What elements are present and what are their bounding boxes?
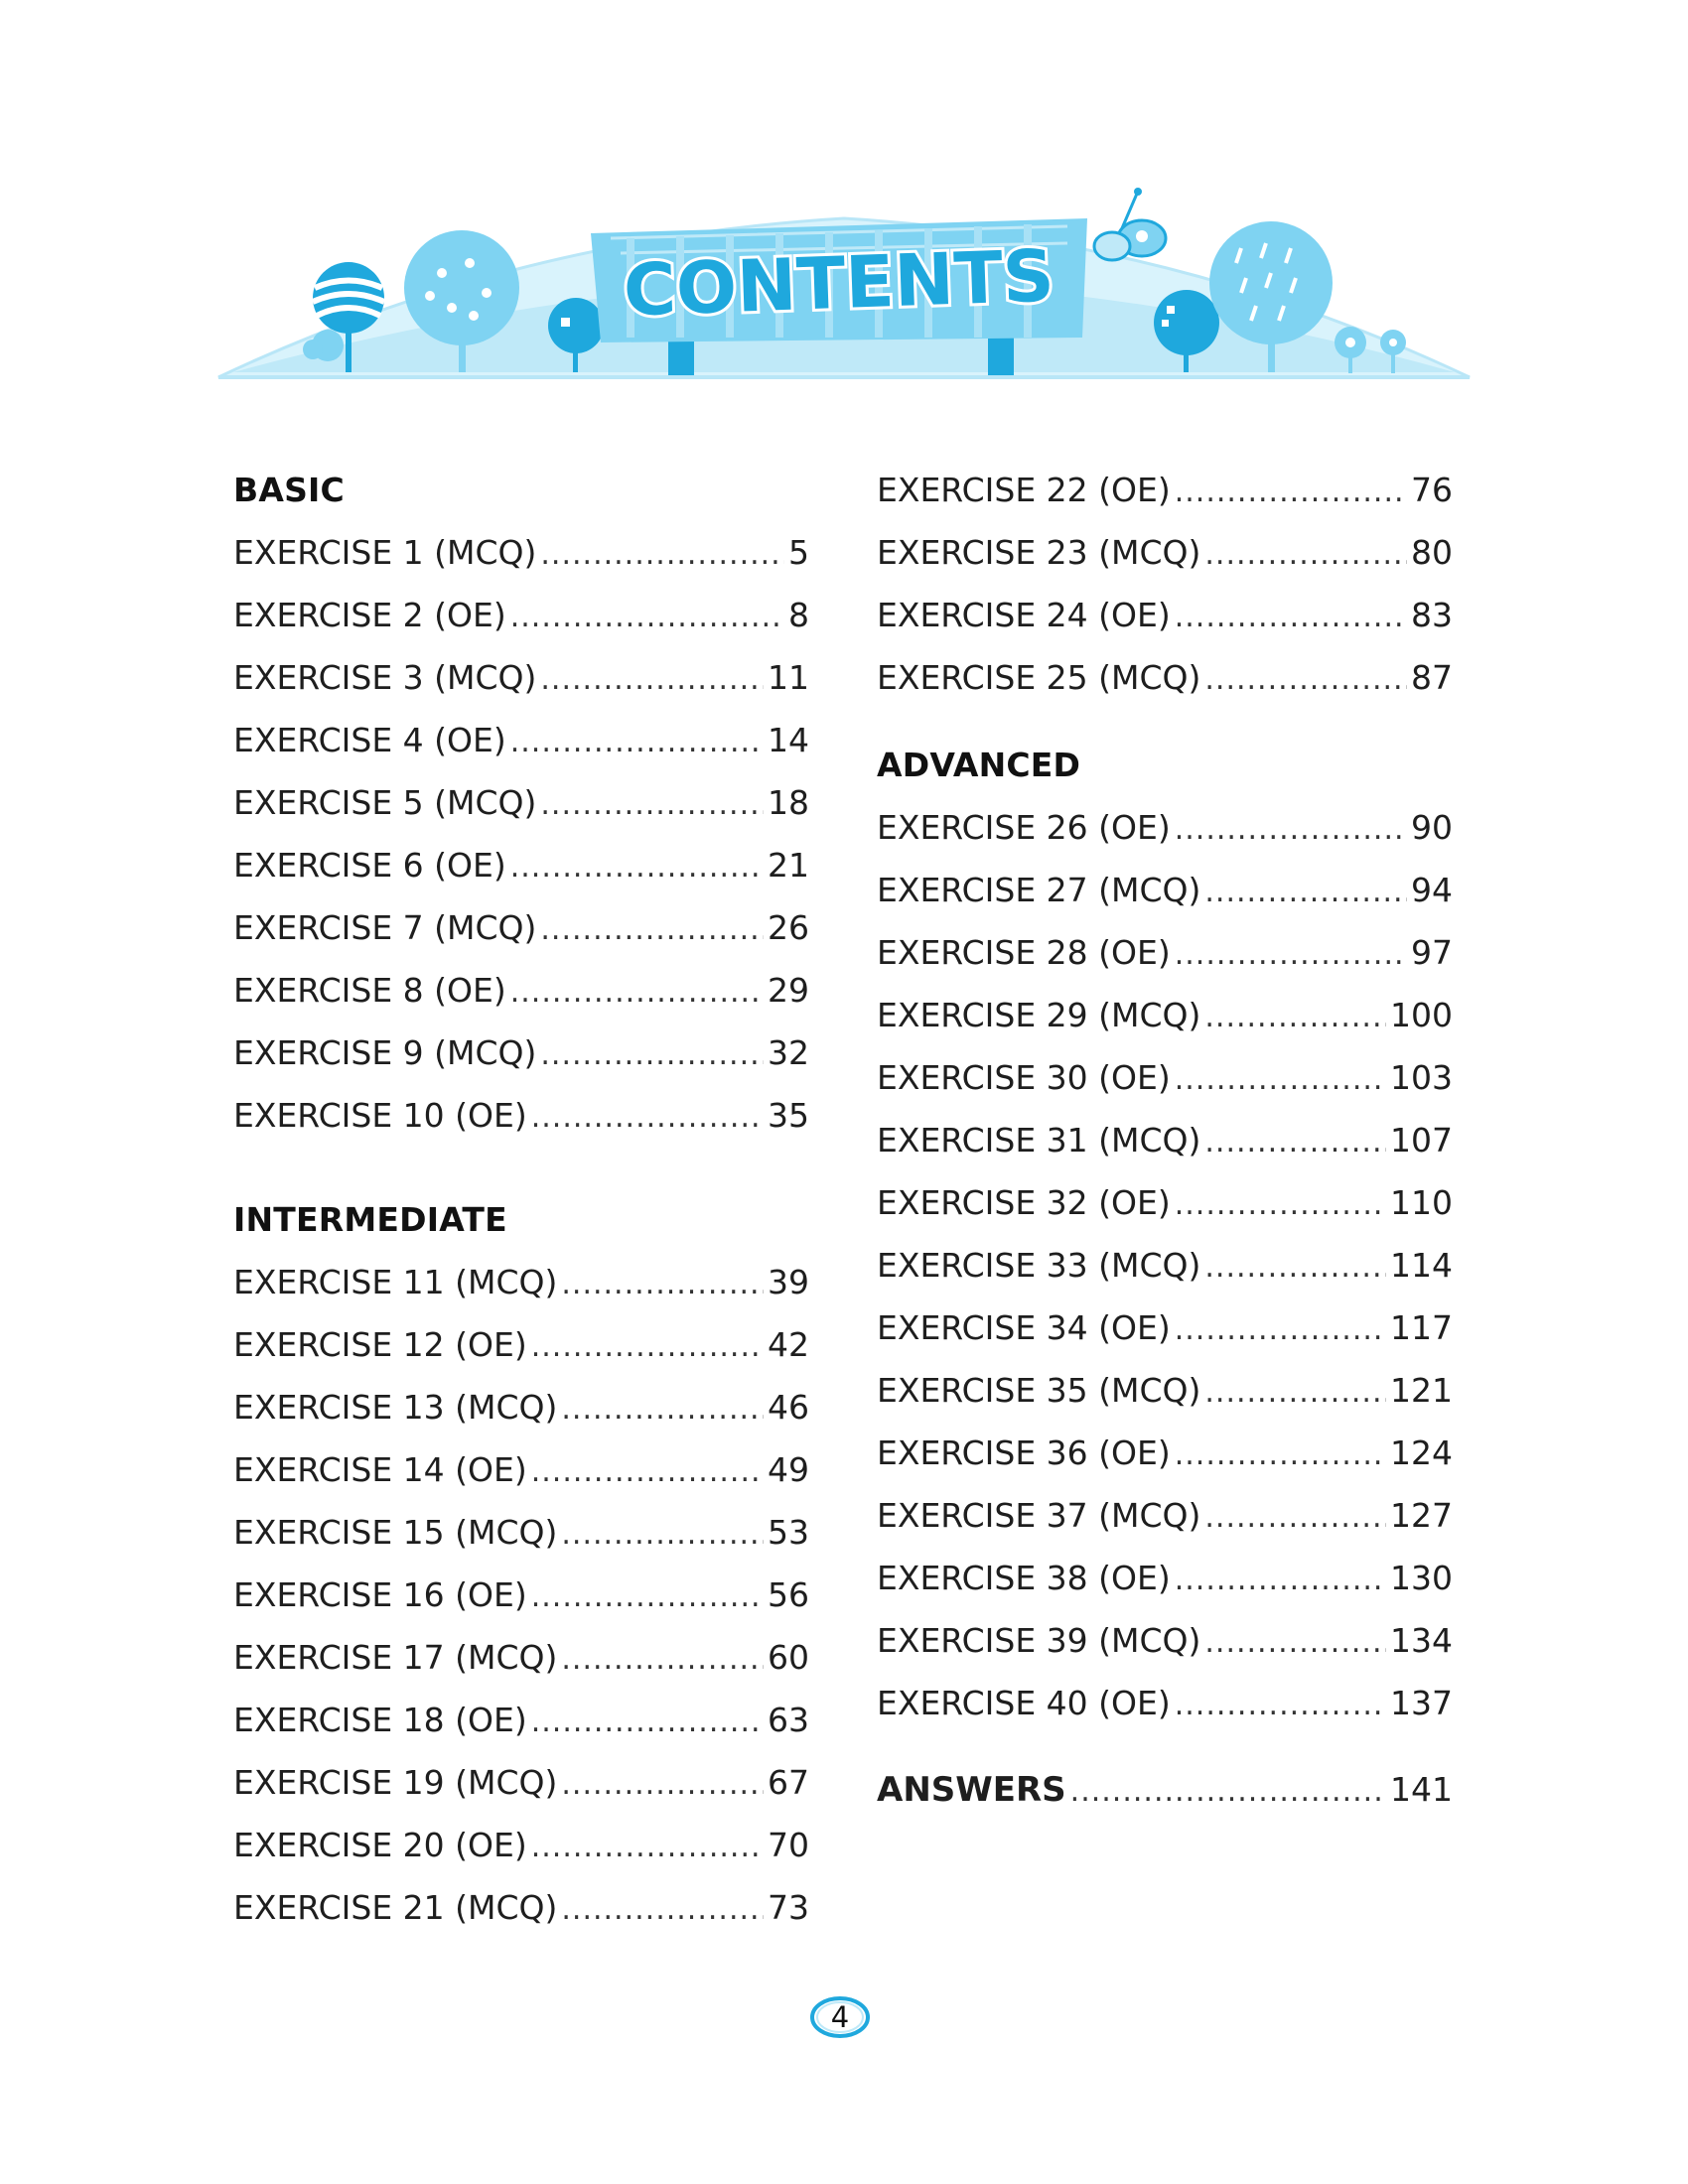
dot-leader [1204, 1361, 1386, 1424]
toc-entry[interactable] [233, 1251, 809, 1313]
toc-entry-page: 5 [788, 533, 809, 572]
toc-entry-label: EXERCISE 30 (OE) [877, 1058, 1171, 1097]
toc-entry[interactable] [233, 1084, 809, 1147]
toc-entry-label: EXERCISE 12 (OE) [233, 1325, 527, 1364]
toc-entry-label: EXERCISE 19 (MCQ) [233, 1763, 558, 1802]
toc-entry[interactable] [877, 921, 1453, 984]
toc-entry-page: 60 [768, 1638, 809, 1677]
toc-entry-label: EXERCISE 21 (MCQ) [233, 1888, 558, 1927]
toc-entry-label: EXERCISE 28 (OE) [877, 933, 1171, 972]
toc-entry-page: 90 [1411, 808, 1453, 847]
toc-entry-label: EXERCISE 22 (OE) [877, 471, 1171, 509]
toc-entry-label: EXERCISE 39 (MCQ) [877, 1621, 1201, 1660]
toc-entry-page: 46 [768, 1388, 809, 1427]
toc-entry-page: 130 [1390, 1559, 1453, 1597]
page-number-badge [809, 1995, 871, 2039]
toc-entry[interactable] [233, 959, 809, 1022]
dot-leader [1204, 986, 1386, 1048]
toc-entry-label: EXERCISE 8 (OE) [233, 971, 506, 1010]
toc-entry-page: 80 [1411, 533, 1453, 572]
toc-entry-page: 141 [1390, 1770, 1453, 1809]
toc-entry[interactable] [233, 1751, 809, 1814]
toc-entry[interactable] [877, 521, 1453, 584]
toc-entry-page: 26 [768, 908, 809, 947]
toc-entry-page: 73 [768, 1888, 809, 1927]
dot-leader [1204, 1611, 1386, 1674]
contents-banner [213, 179, 1475, 392]
toc-entry-label: EXERCISE 7 (MCQ) [233, 908, 537, 947]
dot-leader [531, 1440, 764, 1503]
toc-entry-label: EXERCISE 25 (MCQ) [877, 658, 1201, 697]
toc-entry-page: 39 [768, 1263, 809, 1301]
toc-entry-page: 100 [1390, 996, 1453, 1034]
dot-leader [531, 1566, 764, 1628]
dot-leader [510, 711, 764, 773]
dot-leader [531, 1086, 764, 1149]
toc-left-column [233, 459, 809, 1939]
toc-entry-page: 83 [1411, 596, 1453, 634]
toc-entry-page: 49 [768, 1450, 809, 1489]
contents-title: CONTENTS [622, 233, 1056, 333]
toc-entry[interactable] [877, 1234, 1453, 1297]
toc-entry-label: EXERCISE 15 (MCQ) [233, 1513, 558, 1552]
dot-leader [540, 898, 764, 961]
toc-entry-label: EXERCISE 1 (MCQ) [233, 533, 537, 572]
dot-leader [1070, 1760, 1386, 1823]
toc-entry[interactable] [233, 646, 809, 709]
spacer [877, 709, 1453, 734]
toc-entry-label: ANSWERS [877, 1770, 1066, 1810]
dot-leader [1175, 1674, 1386, 1736]
toc-entry-label: EXERCISE 16 (OE) [233, 1575, 527, 1614]
toc-entry[interactable] [233, 1876, 809, 1939]
toc-entry[interactable] [233, 709, 809, 771]
toc-entry-page: 76 [1411, 471, 1453, 509]
dot-leader [1175, 1173, 1386, 1236]
toc-entry-page: 121 [1390, 1371, 1453, 1410]
toc-entry-page: 110 [1390, 1183, 1453, 1222]
dot-leader [540, 1024, 764, 1086]
toc-entry[interactable] [233, 771, 809, 834]
toc-entry[interactable] [233, 1564, 809, 1626]
dot-leader [1204, 648, 1407, 711]
toc-entry-label: EXERCISE 14 (OE) [233, 1450, 527, 1489]
butterfly-icon [1094, 188, 1166, 260]
toc-entry-label: EXERCISE 18 (OE) [233, 1701, 527, 1739]
toc-entry[interactable] [877, 1547, 1453, 1609]
toc-entry-label: EXERCISE 31 (MCQ) [877, 1121, 1201, 1160]
dot-leader [1175, 1298, 1386, 1361]
dot-leader [510, 836, 764, 898]
toc-entry[interactable] [877, 1484, 1453, 1547]
toc-entry[interactable] [233, 1814, 809, 1876]
toc-entry-label: EXERCISE 34 (OE) [877, 1308, 1171, 1347]
dot-leader [540, 648, 764, 711]
toc-entry-label: EXERCISE 23 (MCQ) [877, 533, 1201, 572]
toc-entry-label: EXERCISE 36 (OE) [877, 1433, 1171, 1472]
toc-entry[interactable] [233, 896, 809, 959]
toc-entry-label: EXERCISE 40 (OE) [877, 1684, 1171, 1722]
toc-entry-page: 124 [1390, 1433, 1453, 1472]
toc-entry-label: EXERCISE 37 (MCQ) [877, 1496, 1201, 1535]
toc-entry[interactable] [233, 1313, 809, 1376]
toc-entry[interactable] [877, 1609, 1453, 1672]
toc-entry-label: EXERCISE 10 (OE) [233, 1096, 527, 1135]
toc-entry-page: 8 [788, 596, 809, 634]
toc-entry-page: 14 [768, 721, 809, 759]
dot-leader [540, 773, 764, 836]
toc-entry[interactable] [233, 1022, 809, 1084]
toc-entry[interactable] [877, 1109, 1453, 1171]
dot-leader [1175, 1048, 1386, 1111]
toc-entry[interactable] [233, 1626, 809, 1689]
toc-entry-page: 70 [768, 1826, 809, 1864]
toc-entry-label: EXERCISE 38 (OE) [877, 1559, 1171, 1597]
dot-leader [510, 586, 784, 648]
toc-entry-label: EXERCISE 13 (MCQ) [233, 1388, 558, 1427]
toc-entry-page: 127 [1390, 1496, 1453, 1535]
toc-entry-page: 35 [768, 1096, 809, 1135]
dot-leader [1204, 861, 1407, 923]
toc-entry-page: 29 [768, 971, 809, 1010]
dot-leader [561, 1503, 764, 1566]
dot-leader [1204, 1111, 1386, 1173]
toc-entry-page: 97 [1411, 933, 1453, 972]
toc-entry[interactable] [233, 584, 809, 646]
toc-entry-label: EXERCISE 6 (OE) [233, 846, 506, 885]
toc-entry-page: 87 [1411, 658, 1453, 697]
dot-leader [510, 961, 764, 1024]
toc-entry-label: EXERCISE 4 (OE) [233, 721, 506, 759]
toc-entry[interactable] [877, 796, 1453, 859]
toc-entry-page: 103 [1390, 1058, 1453, 1097]
small-bush-left-icon [303, 330, 344, 361]
toc-entry-label: EXERCISE 3 (MCQ) [233, 658, 537, 697]
dot-leader [561, 1378, 764, 1440]
toc-entry-page: 67 [768, 1763, 809, 1802]
dot-leader [1175, 461, 1407, 523]
toc-entry[interactable] [877, 1672, 1453, 1734]
toc-entry-page: 53 [768, 1513, 809, 1552]
dot-leader [1175, 586, 1407, 648]
toc-entry[interactable] [233, 521, 809, 584]
toc-entry[interactable] [877, 859, 1453, 921]
toc-entry[interactable] [877, 1297, 1453, 1359]
toc-entry[interactable] [877, 984, 1453, 1046]
toc-entry-page: 56 [768, 1575, 809, 1614]
dot-leader [561, 1628, 764, 1691]
dot-leader [1204, 1486, 1386, 1549]
toc-entry-page: 11 [768, 658, 809, 697]
toc-entry-label: EXERCISE 35 (MCQ) [877, 1371, 1201, 1410]
dot-leader [1204, 1236, 1386, 1298]
dot-leader [1175, 798, 1407, 861]
dot-leader [561, 1753, 764, 1816]
toc-entry-page: 21 [768, 846, 809, 885]
toc-entry-label: EXERCISE 11 (MCQ) [233, 1263, 558, 1301]
spacer [877, 1734, 1453, 1758]
toc-entry[interactable] [877, 646, 1453, 709]
toc-entry[interactable] [877, 1046, 1453, 1109]
dot-leader [1175, 1424, 1386, 1486]
toc-entry-answers[interactable] [877, 1758, 1453, 1821]
toc-entry[interactable] [233, 1376, 809, 1438]
section-heading: ADVANCED [877, 746, 1081, 784]
toc-entry-page: 32 [768, 1033, 809, 1072]
toc-entry-page: 114 [1390, 1246, 1453, 1285]
dot-leader [1204, 523, 1407, 586]
toc-entry[interactable] [877, 1422, 1453, 1484]
toc-entry-label: EXERCISE 5 (MCQ) [233, 783, 537, 822]
toc-entry[interactable] [233, 1438, 809, 1501]
toc-entry[interactable] [877, 584, 1453, 646]
toc-entry-page: 117 [1390, 1308, 1453, 1347]
toc-entry-page: 63 [768, 1701, 809, 1739]
toc-entry-page: 107 [1390, 1121, 1453, 1160]
toc-right-column [877, 459, 1453, 1821]
dot-leader [561, 1878, 764, 1941]
dot-leader [531, 1816, 764, 1878]
toc-entry-page: 137 [1390, 1684, 1453, 1722]
toc-entry-page: 42 [768, 1325, 809, 1364]
toc-entry-label: EXERCISE 26 (OE) [877, 808, 1171, 847]
toc-entry-page: 18 [768, 783, 809, 822]
toc-entry-label: EXERCISE 9 (MCQ) [233, 1033, 537, 1072]
toc-entry-page: 134 [1390, 1621, 1453, 1660]
dot-leader [540, 523, 784, 586]
dot-leader [531, 1691, 764, 1753]
section-heading: INTERMEDIATE [233, 1200, 507, 1239]
toc-entry[interactable] [233, 834, 809, 896]
section-heading: BASIC [233, 471, 345, 509]
toc-entry[interactable] [877, 459, 1453, 521]
toc-entry-label: EXERCISE 27 (MCQ) [877, 871, 1201, 909]
dot-leader [531, 1315, 764, 1378]
contents-sign [591, 218, 1087, 342]
toc-entry-label: EXERCISE 32 (OE) [877, 1183, 1171, 1222]
toc-entry[interactable] [233, 1501, 809, 1564]
toc-entry-label: EXERCISE 33 (MCQ) [877, 1246, 1201, 1285]
toc-entry-label: EXERCISE 24 (OE) [877, 596, 1171, 634]
toc-entry-page: 94 [1411, 871, 1453, 909]
page-number: 4 [830, 2000, 850, 2034]
toc-entry-label: EXERCISE 2 (OE) [233, 596, 506, 634]
toc-entry-label: EXERCISE 17 (MCQ) [233, 1638, 558, 1677]
toc-entry[interactable] [877, 1359, 1453, 1422]
toc-entry[interactable] [877, 1171, 1453, 1234]
toc-entry[interactable] [233, 1689, 809, 1751]
dot-leader [1175, 1549, 1386, 1611]
dot-leader [561, 1253, 764, 1315]
toc-entry-label: EXERCISE 29 (MCQ) [877, 996, 1201, 1034]
toc-entry-label: EXERCISE 20 (OE) [233, 1826, 527, 1864]
dot-leader [1175, 923, 1407, 986]
spacer [233, 1147, 809, 1188]
